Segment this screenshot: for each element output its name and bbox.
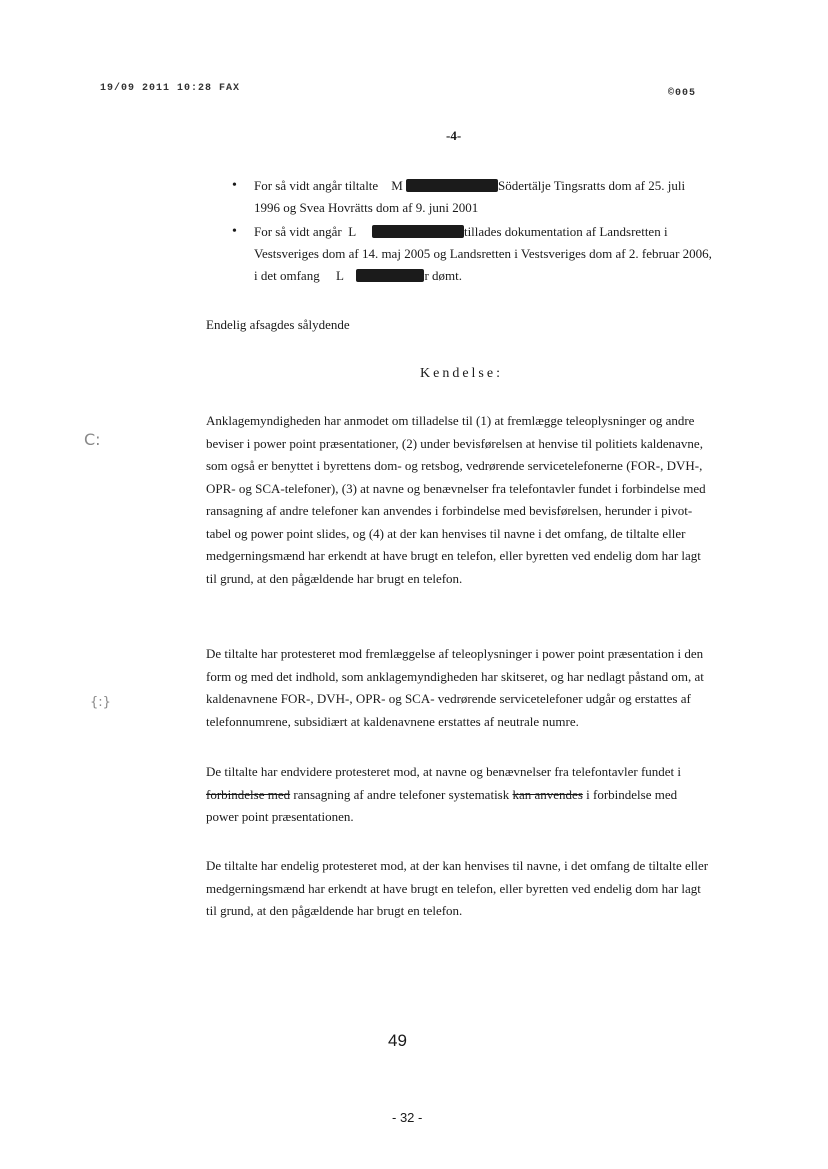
bullet-dot-icon: • <box>232 178 237 193</box>
page-number: 49 <box>388 1031 407 1050</box>
defendant-initial: L <box>335 268 344 283</box>
intro-text: Endelig afsagdes sålydende <box>206 317 350 332</box>
struck-text: kan anvendes <box>512 786 583 802</box>
defendant-initial: L <box>348 224 356 239</box>
redaction-block <box>406 179 498 192</box>
paragraph: Anklagemyndigheden har anmodet om tilladelse til (1) at fremlægge teleoplysninger og andre beviser i power point præsentationer, (2) under bevisførelsen at henvise til politiets kaldenavne, som også er benyttet i byrettens dom- og retsbog, vedrørende servicetelefonerne (FOR-, DVH-, OPR- og SCA-telefoner), (3) at navne og benævnelser fra telefontavler fundet i forbindelse med ransagning af andre telefoner kan anvendes i forbindelse med bevisførelsen, herunder i pivot-tabel og power point slides, og (4) at der kan henvises til navne i det omfang, de tiltalte eller medgerningsmænd har erkendt at have brugt en telefon, eller byretten ved endelig dom har lagt til grund, at den pågældende har brugt en telefon. <box>206 413 706 586</box>
ruling-heading: Kendelse: <box>420 366 503 381</box>
struck-text: forbindelse med <box>206 786 291 802</box>
bullet-dot-icon: • <box>232 224 237 239</box>
fax-timestamp: 19/09 2011 10:28 FAX <box>100 83 241 94</box>
bullet-item: • For så vidt angår L tillades dokumentation af Landsretten i Vestsveriges dom af 14. maj 2005 og Landsretten i Vestsveriges dom af 2. februar 2006, i det omfang L r dømt. <box>232 221 712 287</box>
margin-scribble-icon: C: <box>84 430 101 449</box>
margin-scribble-icon: {:} <box>90 695 111 710</box>
paragraph: De tiltalte har endelig protesteret mod, at der kan henvises til navne, i det omfang de tiltalte eller medgerningsmænd har erkendt at have brugt en telefon, eller byretten ved endelig dom har lagt til grund, at den pågældende har brugt en telefon. <box>206 858 709 918</box>
paragraph: De tiltalte har endvidere protesteret mod, at navne og benævnelser fra telefontavler fundet i forbindelse med ransagning af andre telefoner systematisk kan anvendes i forbindelse med power point præsentationen. <box>206 764 682 824</box>
fax-page-code: ©005 <box>667 88 696 99</box>
paragraph: De tiltalte har protesteret mod fremlæggelse af teleoplysninger i power point præsentation i den form og med det indhold, som anklagemyndigheden har skitseret, og har nedlagt påstand om, at kaldenavnene FOR-, DVH-, OPR- og SCA- vedrørende servicetelefoner udgår og erstattes af telefonnumrene, subsidiært at kaldenavnene erstattes af neutrale numre. <box>206 646 704 729</box>
page-marker: -4- <box>446 128 462 143</box>
footer-page-number: - 32 - <box>392 1110 423 1125</box>
redaction-block <box>356 269 424 282</box>
bullet-list <box>232 175 712 289</box>
defendant-initial: M <box>391 178 403 193</box>
redaction-block <box>372 225 464 238</box>
bullet-item: • For så vidt angår tiltalte M Södertälje Tingsratts dom af 25. juli 1996 og Svea Hovrätts dom af 9. juni 2001 <box>232 175 712 219</box>
